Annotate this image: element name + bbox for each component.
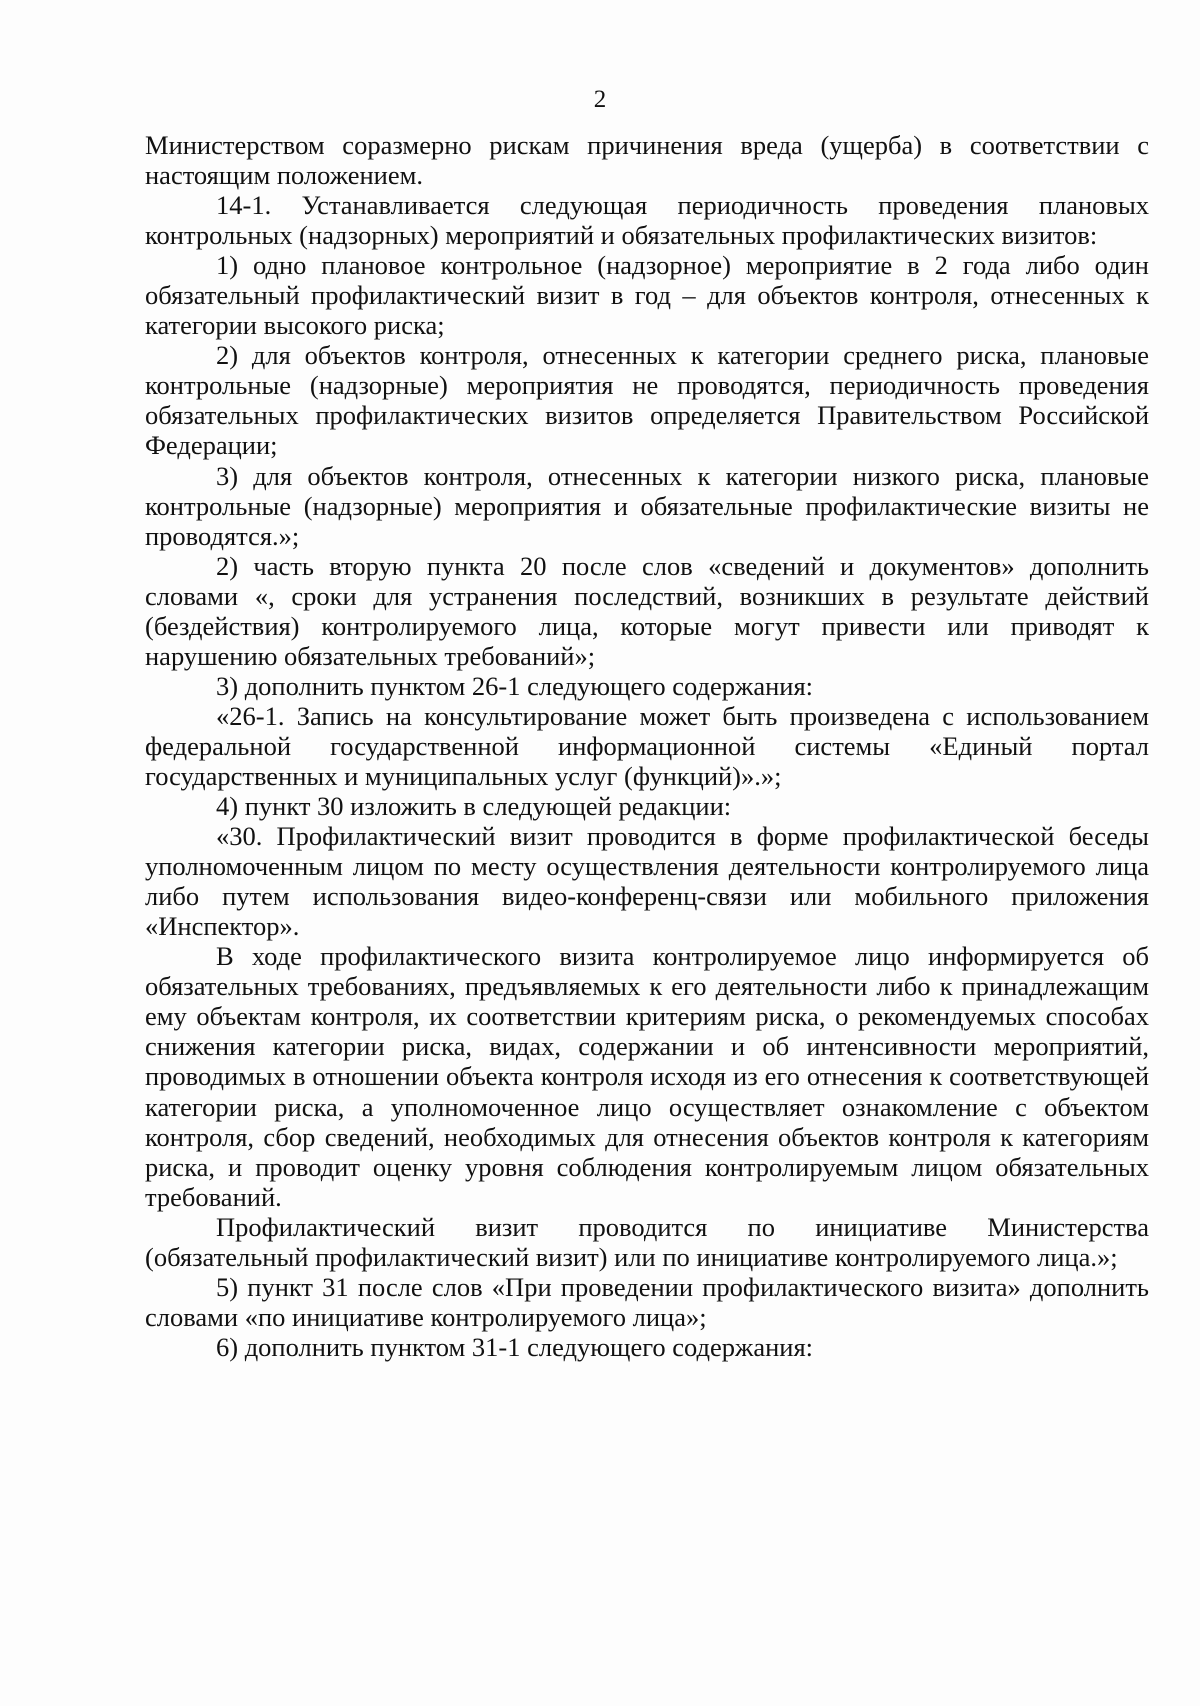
paragraph-amendment-5: 5) пункт 31 после слов «При проведении профилактического визита» дополнить словами «по инициативе контролируемого лица»; (145, 1271, 1149, 1332)
page-number: 2 (593, 86, 607, 113)
paragraph-visit-info: В ходе профилактического визита контролируемое лицо информируется об обязательных требованиях, предъявляемых к его деятельности либо к принадлежащим ему объектам контроля, их соответствии критериям риска, о рекомендуемых способах снижения категории риска, видах, содержании и об интенсивности мероприятий, проводимых в отношении объекта контроля исходя из его отнесения к соответствующей категории риска, а уполномоченное лицо осуществляет ознакомление с объектом контроля, сбор сведений, необходимых для отнесения объектов контроля к категориям риска, и проводит оценку уровня соблюдения контролируемым лицом обязательных требований. (145, 941, 1149, 1212)
paragraph-amendment-3: 3) дополнить пунктом 26-1 следующего содержания: (216, 670, 814, 701)
paragraph-26-1: «26-1. Запись на консультирование может быть произведена с использованием федеральной государственной информационной системы «Единый портал государственных и муниципальных услуг (функций)».»; (145, 700, 1149, 791)
paragraph-item-1: 1) одно плановое контрольное (надзорное) мероприятие в 2 года либо один обязательный профилактический визит в год – для объектов контроля, отнесенных к категории высокого риска; (145, 250, 1149, 341)
paragraph-amendment-2: 2) часть вторую пункта 20 после слов «сведений и документов» дополнить словами «, сроки для устранения последствий, возникших в результате действий (бездействия) контролируемого лица, которые могут привести или приводят к нарушению обязательных требований»; (145, 550, 1149, 671)
paragraph-continuation: Министерством соразмерно рискам причинения вреда (ущерба) в соответствии с настоящим положением. (145, 130, 1149, 191)
document-body (145, 130, 1149, 1362)
paragraph-visit-initiative: Профилактический визит проводится по инициативе Министерства (обязательный профилактический визит) или по инициативе контролируемого лица.»; (145, 1211, 1149, 1272)
paragraph-30: «30. Профилактический визит проводится в форме профилактической беседы уполномоченным лицом по месту осуществления деятельности контролируемого лица либо путем использования видео-конференц-связи или мобильного приложения «Инспектор». (145, 821, 1149, 942)
paragraph-amendment-6: 6) дополнить пунктом 31-1 следующего содержания: (216, 1331, 814, 1362)
paragraph-14-1: 14-1. Устанавливается следующая периодичность проведения плановых контрольных (надзорных) мероприятий и обязательных профилактических визитов: (145, 190, 1149, 251)
paragraph-item-2: 2) для объектов контроля, отнесенных к категории среднего риска, плановые контрольные (надзорные) мероприятия не проводятся, периодичность проведения обязательных профилактических визитов определяется Правительством Российской Федерации; (145, 340, 1149, 461)
paragraph-amendment-4: 4) пункт 30 изложить в следующей редакции: (216, 791, 732, 822)
paragraph-item-3: 3) для объектов контроля, отнесенных к категории низкого риска, плановые контрольные (надзорные) мероприятия и обязательные профилактические визиты не проводятся.»; (145, 460, 1149, 551)
